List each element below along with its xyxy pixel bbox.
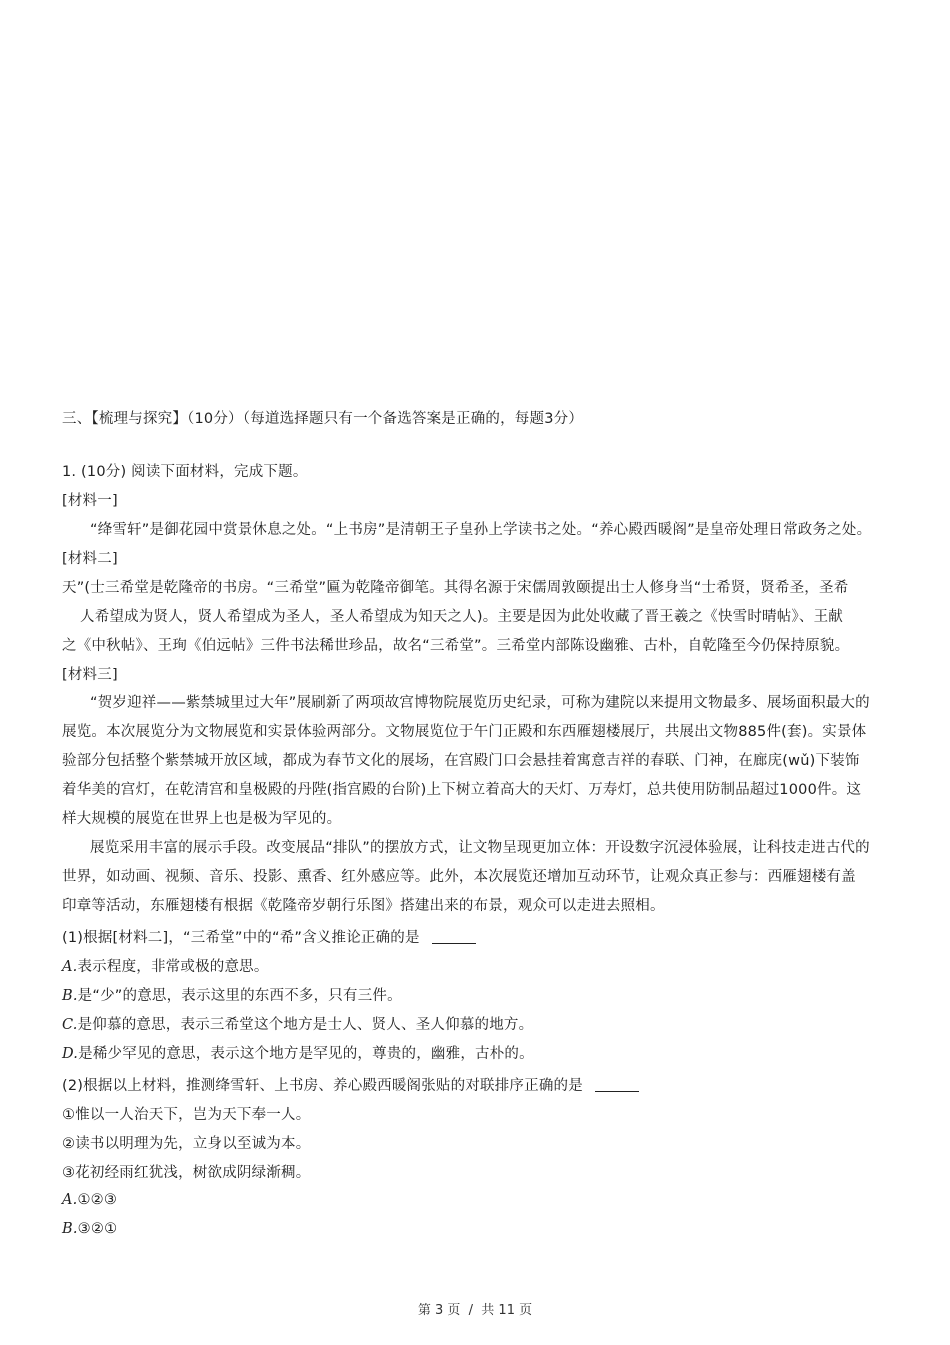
material1-text: “绛雪轩”是御花园中赏景休息之处。“上书房”是清朝王子皇孙上学读书之处。“养心殿西暖阁”是皇帝处理日常政务之处。 bbox=[90, 522, 872, 538]
option-d[interactable] bbox=[62, 1044, 534, 1064]
answer-blank[interactable] bbox=[595, 1091, 639, 1092]
option-text: 是“少”的意思，表示这里的东西不多，只有三件。 bbox=[77, 988, 402, 1004]
option-letter: A. bbox=[62, 959, 78, 975]
material3-para1-line: 验部分包括整个紫禁城开放区域，都成为春节文化的展场，在宫殿门口会悬挂着寓意吉祥的春联、门神，在廊庑(wǔ)下装饰 bbox=[62, 753, 860, 769]
material3-label: [材料三] bbox=[62, 667, 118, 683]
couplet-item: ③花初经雨红犹浅，树欲成阴绿渐稠。 bbox=[62, 1165, 311, 1181]
option-letter: C. bbox=[62, 1017, 78, 1033]
option-letter: D. bbox=[62, 1046, 79, 1062]
material1-label: [材料一] bbox=[62, 493, 118, 509]
material2-line: 之《中秋帖》、王珣《伯远帖》三件书法稀世珍品，故名“三希堂”。三希堂内部陈设幽雅、古朴，自乾隆至今仍保持原貌。 bbox=[62, 638, 850, 654]
answer-blank[interactable] bbox=[432, 943, 476, 944]
sub-question-1-stem: (1)根据[材料二]，“三希堂”中的“希”含义推论正确的是 bbox=[62, 930, 420, 946]
sub-question-2-stem: (2)根据以上材料，推测绛雪轩、上书房、养心殿西暖阁张贴的对联排序正确的是 bbox=[62, 1078, 583, 1094]
material3-para2-line: 展览采用丰富的展示手段。改变展品“排队”的摆放方式，让文物呈现更加立体：开设数字沉浸体验展，让科技走进古代的 bbox=[90, 840, 870, 856]
option-letter: B. bbox=[62, 1221, 78, 1237]
material3-para1-line: 着华美的宫灯，在乾清宫和皇极殿的丹陛(指宫殿的台阶)上下树立着高大的天灯、万寿灯，总共使用防制品超过1000件。这 bbox=[62, 782, 862, 798]
material3-para1-line: “贺岁迎祥——紫禁城里过大年”展刷新了两项故宫博物院展览历史纪录，可称为建院以来提用文物最多、展场面积最大的 bbox=[90, 695, 870, 711]
option-text: 表示程度，非常或极的意思。 bbox=[77, 959, 269, 975]
question-header: 1. (10分) 阅读下面材料，完成下题。 bbox=[62, 464, 308, 480]
option-c[interactable] bbox=[62, 1015, 533, 1035]
material3-para1-line: 样大规模的展览在世界上也是极为罕见的。 bbox=[62, 811, 342, 827]
material2-line: 人希望成为贤人，贤人希望成为圣人，圣人希望成为知天之人)。主要是因为此处收藏了晋王羲之《快雪时晴帖》、王献 bbox=[80, 609, 844, 625]
material3-para2-line: 印章等活动，东雁翅楼有根据《乾隆帝岁朝行乐图》搭建出来的布景，观众可以走进去照相。 bbox=[62, 898, 665, 914]
option-letter: B. bbox=[62, 988, 78, 1004]
page-number-footer: 第 3 页 / 共 11 页 bbox=[417, 1303, 533, 1318]
option-text: 是仰慕的意思，表示三希堂这个地方是士人、贤人、圣人仰慕的地方。 bbox=[77, 1017, 534, 1033]
sub-question-2 bbox=[62, 1076, 639, 1096]
option-b[interactable] bbox=[62, 1219, 117, 1239]
option-letter: A. bbox=[62, 1192, 78, 1208]
option-text: 是稀少罕见的意思，表示这个地方是罕见的，尊贵的，幽雅，古朴的。 bbox=[78, 1046, 534, 1062]
couplet-item: ①惟以一人治天下，岂为天下奉一人。 bbox=[62, 1107, 311, 1123]
option-text: ③②① bbox=[77, 1221, 118, 1237]
section-title: 三、【梳理与探究】（10分）（每道选择题只有一个备选答案是正确的，每题3分） bbox=[62, 411, 584, 427]
couplet-item: ②读书以明理为先，立身以至诚为本。 bbox=[62, 1136, 311, 1152]
option-a[interactable] bbox=[62, 1190, 117, 1210]
sub-question-1 bbox=[62, 928, 476, 948]
material3-para1-line: 展览。本次展览分为文物展览和实景体验两部分。文物展览位于午门正殿和东西雁翅楼展厅，共展出文物885件(套)。实景体 bbox=[62, 724, 867, 740]
material2-label: [材料二] bbox=[62, 551, 118, 567]
material3-para2-line: 世界，如动画、视频、音乐、投影、熏香、红外感应等。此外，本次展览还增加互动环节，让观众真正参与：西雁翅楼有盖 bbox=[62, 869, 856, 885]
option-text: ①②③ bbox=[77, 1192, 118, 1208]
material2-line: 天”(士三希堂是乾隆帝的书房。“三希堂”匾为乾隆帝御笔。其得名源于宋儒周敦颐提出士人修身当“士希贤，贤希圣，圣希 bbox=[62, 580, 849, 596]
option-a[interactable] bbox=[62, 957, 269, 977]
option-b[interactable] bbox=[62, 986, 402, 1006]
